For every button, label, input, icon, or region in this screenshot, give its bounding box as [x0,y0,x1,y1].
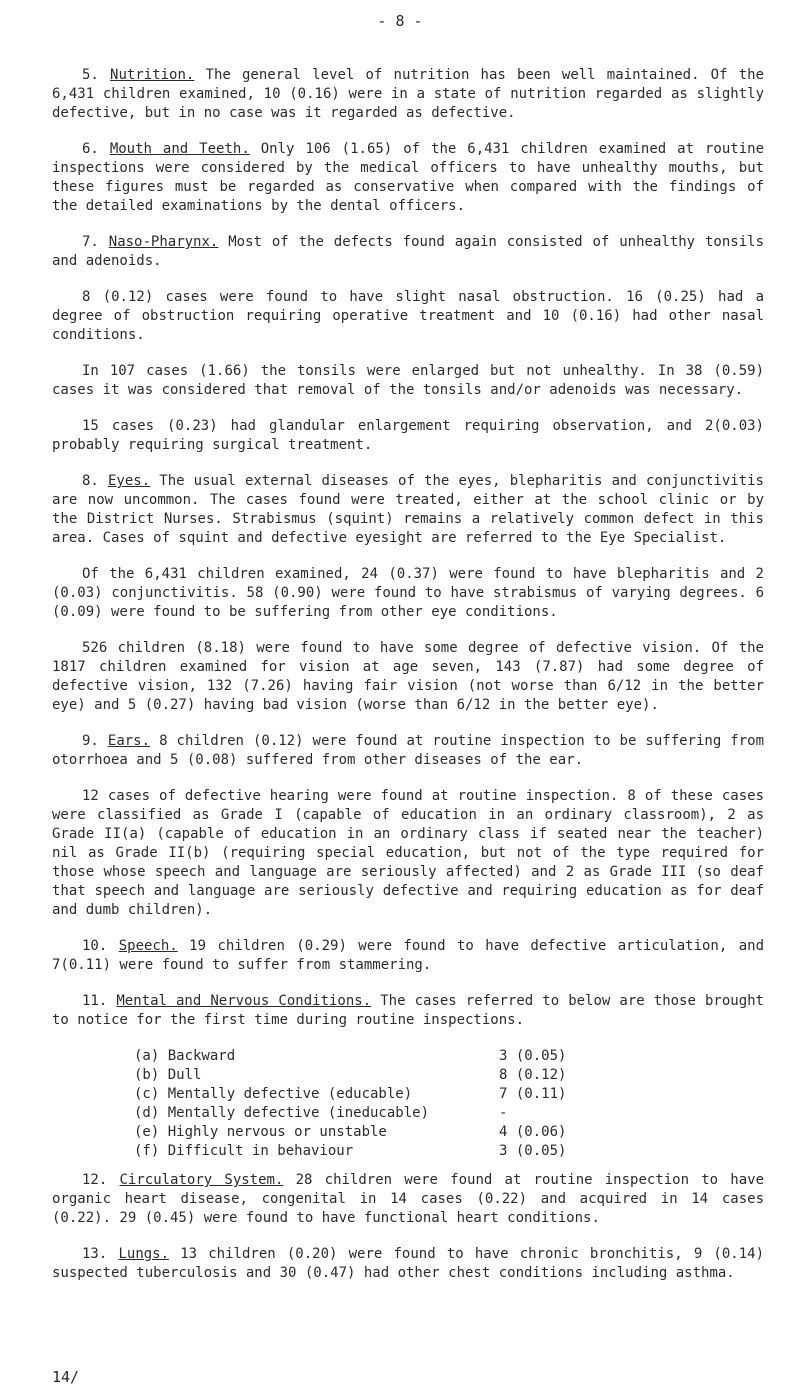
item-label: (c) Mentally defective (educable) [134,1086,413,1102]
mental-conditions-list [134,1047,604,1161]
section-heading: Speech. [118,938,178,954]
item-value: 3 (0.05) [499,1143,567,1159]
list-item [134,1066,604,1085]
page-number: - 8 - [377,12,423,30]
section-number: 8. [82,473,108,489]
paragraph: In 107 cases (1.66) the tonsils were enlarged but not unhealthy. In 38 (0.59) cases it was considered that removal of the tonsils and/or adenoids was necessary. [52,363,764,398]
section-text: 28 children were found at routine inspection to have organic heart disease, congenital in 14 cases (0.22) and acquired in 14 cases (0.22). 29 (0.45) were found to have functional heart conditions. [52,1172,764,1226]
section-text: 13 children (0.20) were found to have chronic bronchitis, 9 (0.14) suspected tuberculosis and 30 (0.47) had other chest conditions including asthma. [52,1246,764,1281]
section-text: Most of the defects found again consisted of unhealthy tonsils and adenoids. [52,234,764,269]
section-speech [52,937,764,975]
section-heading: Lungs. [118,1246,170,1262]
section-heading: Circulatory System. [119,1172,284,1188]
section-text: The cases referred to below are those brought to notice for the first time during routine inspections. [52,993,764,1028]
item-value: 4 (0.06) [499,1124,567,1140]
section-text: The general level of nutrition has been well maintained. Of the 6,431 children examined, 10 (0.16) were in a state of nutrition regarded as slightly defective, but in no case was it regarded as defective. [52,67,765,121]
section-number: 5. [82,67,111,83]
section-mouth-teeth [52,140,764,216]
list-item [134,1085,604,1104]
item-label: (b) Dull [134,1067,202,1083]
section-heading: Eyes. [107,473,151,489]
item-value: - [499,1105,508,1121]
section-naso-pharynx [52,233,764,271]
item-label: (a) Backward [134,1048,236,1064]
item-value: 7 (0.11) [499,1086,567,1102]
section-text: Only 106 (1.65) of the 6,431 children examined at routine inspections were considered by the medical officers to have unhealthy mouths, but these figures must be regarded as conservative when compared with the findings of the detailed examinations by the dental officers. [52,141,764,214]
section-nutrition [52,66,764,123]
list-item [134,1104,604,1123]
list-item [134,1047,604,1066]
continuation-marker: 14/ [52,1368,80,1386]
item-label: (d) Mentally defective (ineducable) [134,1105,430,1121]
section-circulatory [52,1171,764,1228]
item-label: (f) Difficult in behaviour [134,1143,354,1159]
section-text: 8 children (0.12) were found at routine inspection to be suffering from otorrhoea and 5 (0.08) suffered from other diseases of the ear. [52,733,764,768]
paragraph: Of the 6,431 children examined, 24 (0.37) were found to have blepharitis and 2 (0.03) conjunctivitis. 58 (0.90) were found to have strabismus of varying degrees. 6 (0.09) were found to be suffering from other eye conditions. [52,566,764,620]
item-label: (e) Highly nervous or unstable [134,1124,387,1140]
section-ears [52,732,764,770]
section-heading: Mouth and Teeth. [109,141,250,157]
paragraph: 12 cases of defective hearing were found at routine inspection. 8 of these cases were classified as Grade I (capable of education in an ordinary classroom), 2 as Grade II(a) (capable of education in an ordinary class if seated near the teacher) nil as Grade II(b) (requiring special education, but not of the type required for those whose speech and language are seriously affected) and 2 as Grade III (so deaf that speech and language are seriously defective and requiring education as for deaf and dumb children). [52,788,764,918]
section-text: The usual external diseases of the eyes, blepharitis and conjunctivitis are now uncommon. The cases found were treated, either at the school clinic or by the District Nurses. Strabismus (squint) remains a relatively common defect in this area. Cases of squint and defective eyesight are referred to the Eye Specialist. [52,473,764,546]
section-number: 6. [82,141,110,157]
section-mental-nervous [52,992,764,1030]
section-heading: Ears. [107,733,151,749]
paragraph: 15 cases (0.23) had glandular enlargement requiring observation, and 2(0.03) probably requiring surgical treatment. [52,418,764,453]
section-heading: Mental and Nervous Conditions. [116,993,372,1009]
section-heading: Naso-Pharynx. [108,234,219,250]
section-number: 9. [82,733,108,749]
section-number: 12. [82,1172,120,1188]
section-number: 13. [82,1246,119,1262]
section-number: 7. [82,234,109,250]
item-value: 3 (0.05) [499,1048,567,1064]
section-number: 10. [82,938,119,954]
list-item [134,1142,604,1161]
section-lungs [52,1245,764,1283]
list-item [134,1123,604,1142]
section-heading: Nutrition. [110,67,195,83]
paragraph: 526 children (8.18) were found to have some degree of defective vision. Of the 1817 children examined for vision at age seven, 143 (7.87) had some degree of defective vision, 132 (7.26) having fair vision (not worse than 6/12 in the better eye) and 5 (0.27) having bad vision (worse than 6/12 in the better eye). [52,640,764,713]
section-number: 11. [82,993,117,1009]
item-value: 8 (0.12) [499,1067,567,1083]
section-eyes [52,472,764,548]
report-body [52,66,764,1300]
section-text: 19 children (0.29) were found to have defective articulation, and 7(0.11) were found to suffer from stammering. [52,938,765,973]
paragraph: 8 (0.12) cases were found to have slight nasal obstruction. 16 (0.25) had a degree of obstruction requiring operative treatment and 10 (0.16) had other nasal conditions. [52,289,764,343]
